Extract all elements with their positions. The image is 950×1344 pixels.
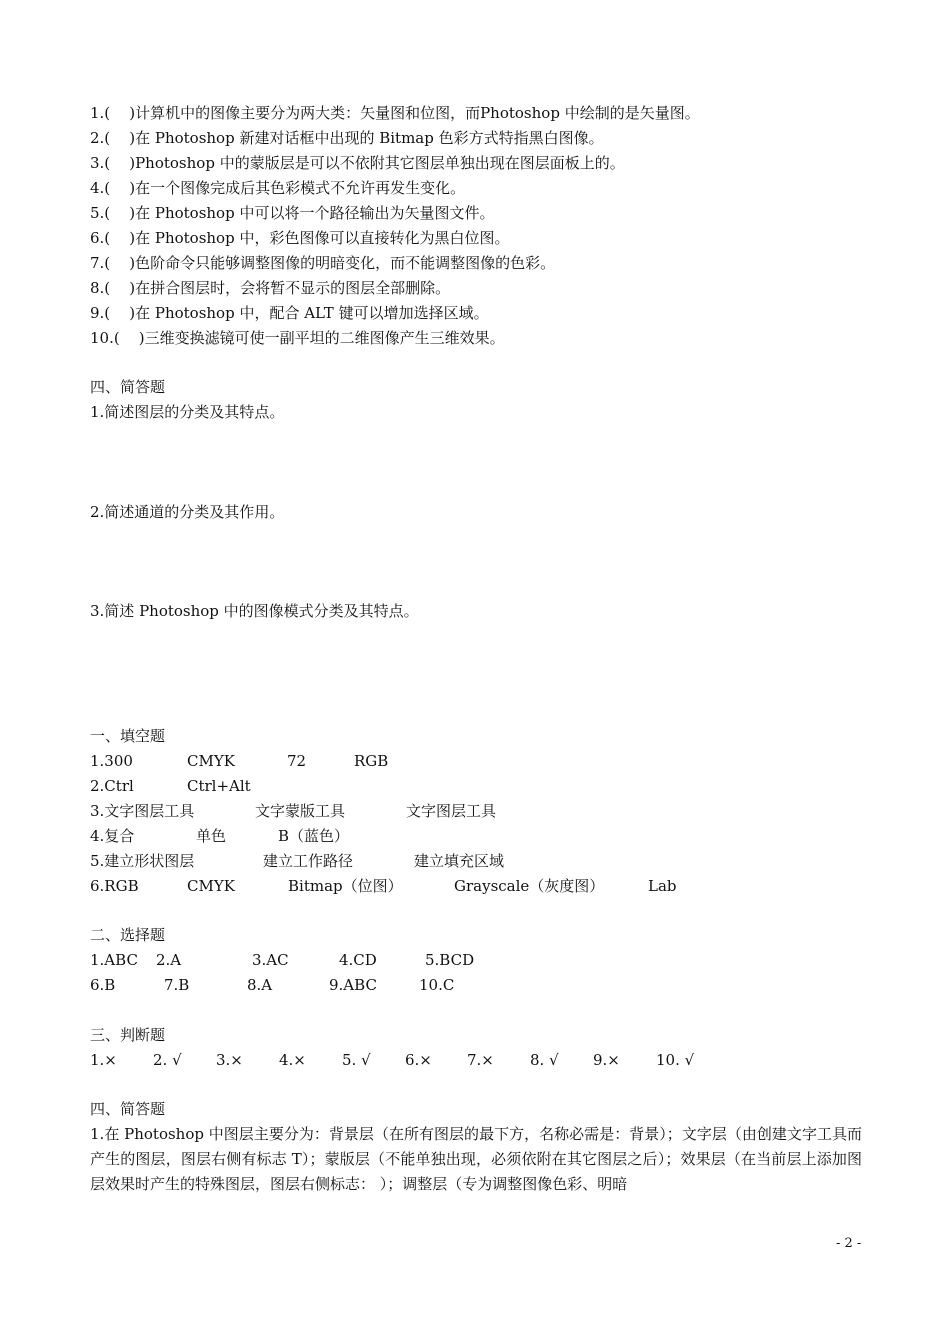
answer-cell: 6.× — [405, 1051, 432, 1069]
tf-question-6: 6.( )在 Photoshop 中，彩色图像可以直接转化为黑白位图。 — [90, 229, 510, 247]
answer-cell: CMYK — [187, 752, 235, 770]
answer-cell: 5.建立形状图层 — [90, 852, 195, 870]
answer-cell: 6.RGB — [90, 877, 139, 895]
answer-cell: 单色 — [196, 827, 227, 845]
tf-question-4: 4.( )在一个图像完成后其色彩模式不允许再发生变化。 — [90, 179, 466, 197]
answer-cell: Bitmap（位图） — [288, 877, 403, 895]
answer-cell: 7.× — [467, 1051, 494, 1069]
short-question-3: 3.简述 Photoshop 中的图像模式分类及其特点。 — [90, 602, 419, 620]
answer-cell: RGB — [354, 752, 389, 770]
answer-cell: 10.C — [419, 976, 455, 994]
answer-cell: B（蓝色） — [278, 827, 350, 845]
answer-cell: 72 — [287, 752, 307, 770]
answer-cell: 1.300 — [90, 752, 133, 770]
answer-cell: 4.× — [279, 1051, 306, 1069]
answer-cell: 3.文字图层工具 — [90, 802, 195, 820]
answer-cell: 6.B — [90, 976, 116, 994]
section-heading-choice: 二、选择题 — [90, 926, 166, 944]
answer-cell: Lab — [648, 877, 677, 895]
answer-cell: 4.CD — [339, 951, 377, 969]
answer-cell: 文字图层工具 — [406, 802, 497, 820]
answer-cell: 5. √ — [342, 1051, 371, 1069]
tf-question-8: 8.( )在拼合图层时，会将暂不显示的图层全部删除。 — [90, 279, 451, 297]
section-heading-short-answer-key: 四、简答题 — [90, 1100, 166, 1118]
tf-question-10: 10.( )三维变换滤镜可使一副平坦的二维图像产生三维效果。 — [90, 329, 505, 347]
answer-cell: 3.× — [216, 1051, 243, 1069]
short-question-1: 1.简述图层的分类及其特点。 — [90, 403, 285, 421]
answer-cell: 8.A — [247, 976, 273, 994]
short-answer-paragraph: 1.在 Photoshop 中图层主要分为：背景层（在所有图层的最下方，名称必需是：背景）；文字层（由创建文字工具而产生的图层，图层右侧有标志 T）；蒙版层（不能单独出现，必须依附在其它图层之后）；效果层（在当前层上添加图层效果时产生的特殊图层，图层右侧标志： ）；调整层（专为调整图像色彩、明暗 — [90, 1125, 862, 1193]
answer-cell: Grayscale（灰度图） — [454, 877, 605, 895]
tf-question-1: 1.( )计算机中的图像主要分为两大类：矢量图和位图，而Photoshop 中绘制的是矢量图。 — [90, 104, 700, 122]
answer-cell: 文字蒙版工具 — [255, 802, 346, 820]
tf-question-2: 2.( )在 Photoshop 新建对话框中出现的 Bitmap 色彩方式特指黑白图像。 — [90, 129, 604, 147]
answer-cell: 建立填充区域 — [414, 852, 505, 870]
answer-cell: 7.B — [164, 976, 190, 994]
answer-cell: 建立工作路径 — [263, 852, 354, 870]
answer-cell: 10. √ — [656, 1051, 695, 1069]
answer-cell: 9.× — [593, 1051, 620, 1069]
answer-cell: 4.复合 — [90, 827, 135, 845]
page-number: - 2 - — [836, 1236, 862, 1251]
tf-question-3: 3.( )Photoshop 中的蒙版层是可以不依附其它图层单独出现在图层面板上的。 — [90, 154, 625, 172]
section-heading-short-answer: 四、简答题 — [90, 378, 166, 396]
answer-cell: 3.AC — [252, 951, 289, 969]
answer-cell: 9.ABC — [329, 976, 377, 994]
tf-question-7: 7.( )色阶命令只能够调整图像的明暗变化，而不能调整图像的色彩。 — [90, 254, 556, 272]
answer-cell: 1.× — [90, 1051, 117, 1069]
answer-cell: Ctrl+Alt — [187, 777, 251, 795]
section-heading-judge: 三、判断题 — [90, 1026, 166, 1044]
answer-cell: 1.ABC — [90, 951, 138, 969]
answer-cell: 2.Ctrl — [90, 777, 134, 795]
answer-cell: 8. √ — [530, 1051, 559, 1069]
answer-cell: 2.A — [156, 951, 182, 969]
tf-question-9: 9.( )在 Photoshop 中，配合 ALT 键可以增加选择区域。 — [90, 304, 489, 322]
section-heading-fill: 一、填空题 — [90, 727, 166, 745]
answer-cell: 5.BCD — [425, 951, 475, 969]
answer-cell: 2. √ — [153, 1051, 182, 1069]
short-question-2: 2.简述通道的分类及其作用。 — [90, 503, 285, 521]
answer-cell: CMYK — [187, 877, 235, 895]
tf-question-5: 5.( )在 Photoshop 中可以将一个路径输出为矢量图文件。 — [90, 204, 495, 222]
